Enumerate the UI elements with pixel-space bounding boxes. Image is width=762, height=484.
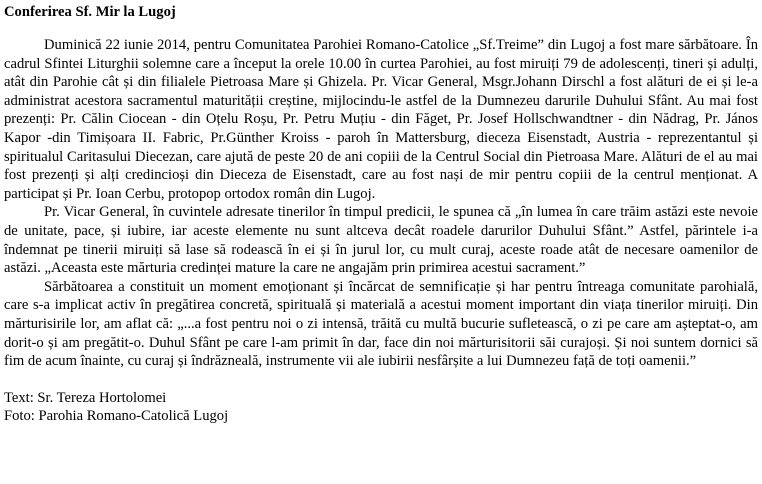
article-title: Conferirea Sf. Mir la Lugoj <box>4 4 176 20</box>
text-credit: Text: Sr. Tereza Hortolomei <box>4 389 167 406</box>
article-body <box>4 36 758 371</box>
photo-credit: Foto: Parohia Romano-Catolică Lugoj <box>4 408 229 425</box>
article-paragraph-3: Sărbătoarea a constituit un moment emoționant și încărcat de semnificație și har pentru întreaga comunitate parohială, care s-a implicat activ în pregătirea concretă, spirituală și materială a acestui moment important din viața tinerilor miruiți. Din mărturisirile lor, am aflat că: „...a fost pentru noi o zi intensă, trăită cu multă bucurie sufletească, o zi pe care am așteptat-o, am dorit-o și am pregătit-o. Duhul Sfânt pe care l-am primit în dar, face din noi mărturisitorii săi curajoși. Și noi suntem dornici să fim de acum înainte, cu curaj și îndrăzneală, instrumente vii ale iubirii nesfârșite a lui Dumnezeu față de toți oamenii.” <box>4 278 758 370</box>
article-paragraph-1: Duminică 22 iunie 2014, pentru Comunitatea Parohiei Romano-Catolice „Sf.Treime” din Lugoj a fost mare sărbătoare. În cadrul Sfintei Liturghii solemne care a început la orele 10.00 în curtea Parohiei, au fost miruiți 79 de adolescenți, tineri și adulți, atât din Parohie cât și din filialele Pietroasa Mare și Ghizela. Pr. Vicar General, Msgr.Johann Dirschl a fost alături de ei și le-a administrat acestora sacramentul maturității creștine, mijlocindu-le astfel de la Dumnezeu darurile Duhului Sfânt. Au mai fost prezenți: Pr. Călin Ciocean - din Oțelu Roșu, Pr. Petru Muțiu - din Făget, Pr. Josef Hollschwandtner - din Nădrag, Pr. János Kapor -din Timișoara II. Fabric, Pr.Günther Kroiss - paroh în Mattersburg, dieceza Eisenstadt, Austria - reprezentantul și spiritualul Caritasului Diecezan, care ajută de peste 20 de ani copiii de la Centrul Social din Pietroasa Mare. Alături de el au mai fost prezenți și alți credincioși din Dieceza de Eisenstadt, care au fost nași de mir pentru copiii de la centrul menționat. A participat și Pr. Ioan Cerbu, protopop ortodox român din Lugoj. <box>4 37 758 202</box>
article-credits <box>4 389 758 426</box>
article-paragraph-2: Pr. Vicar General, în cuvintele adresate tinerilor în timpul predicii, le spunea că „în lumea în care trăim astăzi este nevoie de unitate, pace, și iubire, iar aceste elemente nu sunt altceva decât roadele darurilor Duhului Sfânt.” Astfel, părintele i-a îndemnat pe tinerii miruiți să lase să rodească în ei și în jurul lor, cu mult curaj, aceste roade atât de necesare oamenilor de astăzi. „Aceasta este mărturia credinței mature la care ne angajăm prin primirea acestui sacrament.” <box>4 204 758 277</box>
